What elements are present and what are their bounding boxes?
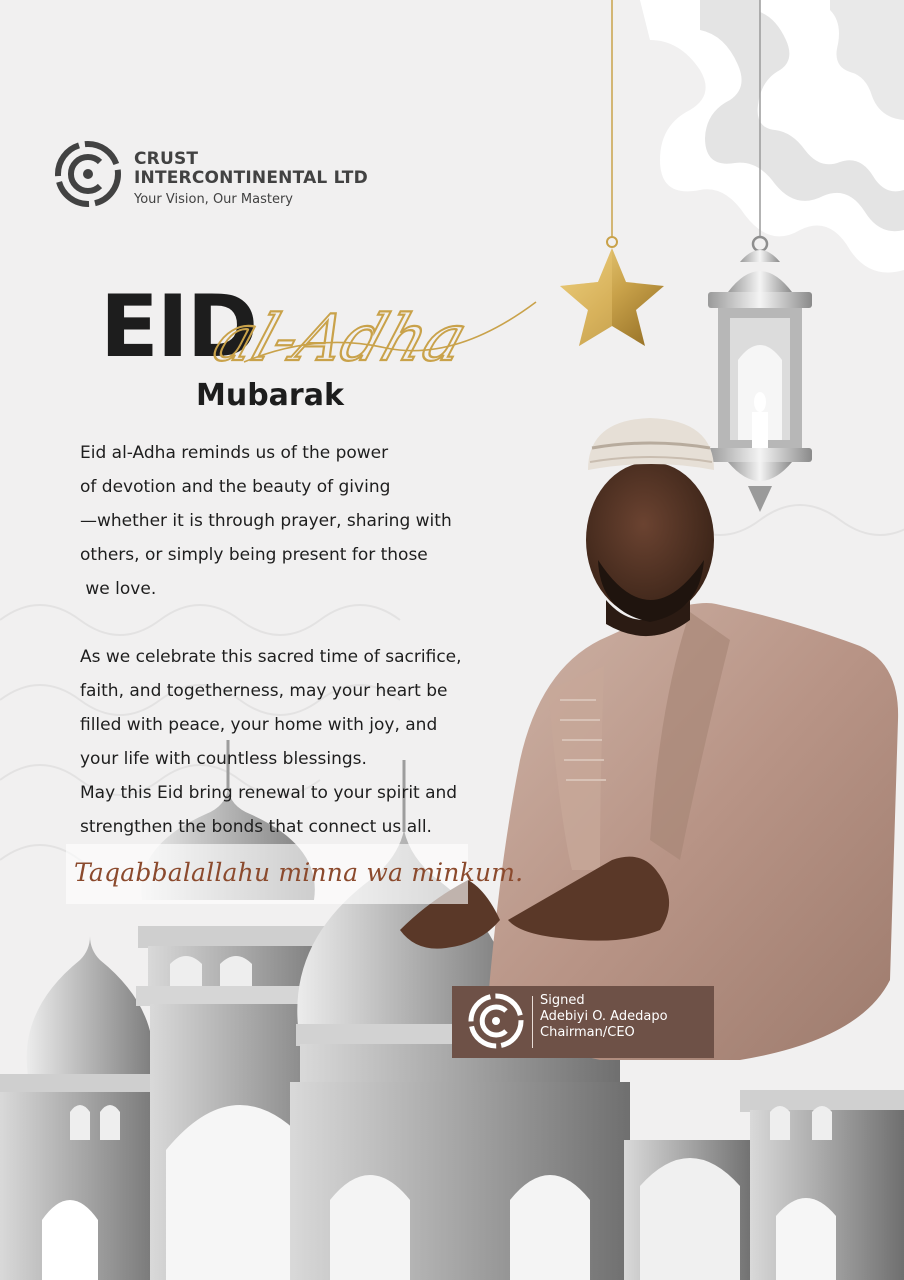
al-adha-script-text: al-Adha bbox=[205, 301, 476, 376]
message-line: faith, and togetherness, may your heart be bbox=[80, 681, 448, 701]
message-line: strengthen the bonds that connect us all. bbox=[80, 817, 432, 837]
company-name-line2: INTERCONTINENTAL LTD bbox=[134, 168, 368, 188]
lantern-icon bbox=[708, 237, 812, 512]
message-line: May this Eid bring renewal to your spirit and bbox=[80, 783, 458, 803]
crust-logo-icon bbox=[466, 990, 526, 1052]
eid-message bbox=[80, 436, 540, 844]
message-line: your life with countless blessings. bbox=[80, 749, 367, 769]
signer-name: Adebiyi O. Adedapo bbox=[540, 1009, 668, 1024]
papercut-ornament bbox=[640, 0, 904, 273]
al-adha-script-title bbox=[205, 262, 556, 388]
message-line: As we celebrate this sacred time of sacrifice, bbox=[80, 647, 462, 667]
signature-divider bbox=[532, 996, 533, 1048]
message-line: others, or simply being present for those bbox=[80, 545, 428, 565]
message-line: filled with peace, your home with joy, and bbox=[80, 715, 438, 735]
company-name-line1: CRUST bbox=[134, 149, 199, 169]
company-name bbox=[134, 150, 368, 188]
crust-logo-icon bbox=[54, 140, 122, 208]
prayer-text: Taqabbalallahu minna wa minkum. bbox=[74, 858, 524, 887]
signature-block bbox=[540, 993, 668, 1041]
message-line: —whether it is through prayer, sharing with bbox=[80, 511, 452, 531]
company-tagline: Your Vision, Our Mastery bbox=[134, 192, 293, 207]
eid-heading: EID bbox=[100, 277, 257, 377]
signer-title: Chairman/CEO bbox=[540, 1025, 635, 1040]
signature-label: Signed bbox=[540, 993, 585, 1008]
message-line: of devotion and the beauty of giving bbox=[80, 477, 391, 497]
message-line: we love. bbox=[80, 579, 157, 599]
message-line: Eid al-Adha reminds us of the power bbox=[80, 443, 389, 463]
star-ornament-icon bbox=[560, 237, 664, 346]
message-paragraph-gap bbox=[80, 606, 540, 640]
mubarak-heading: Mubarak bbox=[196, 378, 344, 413]
